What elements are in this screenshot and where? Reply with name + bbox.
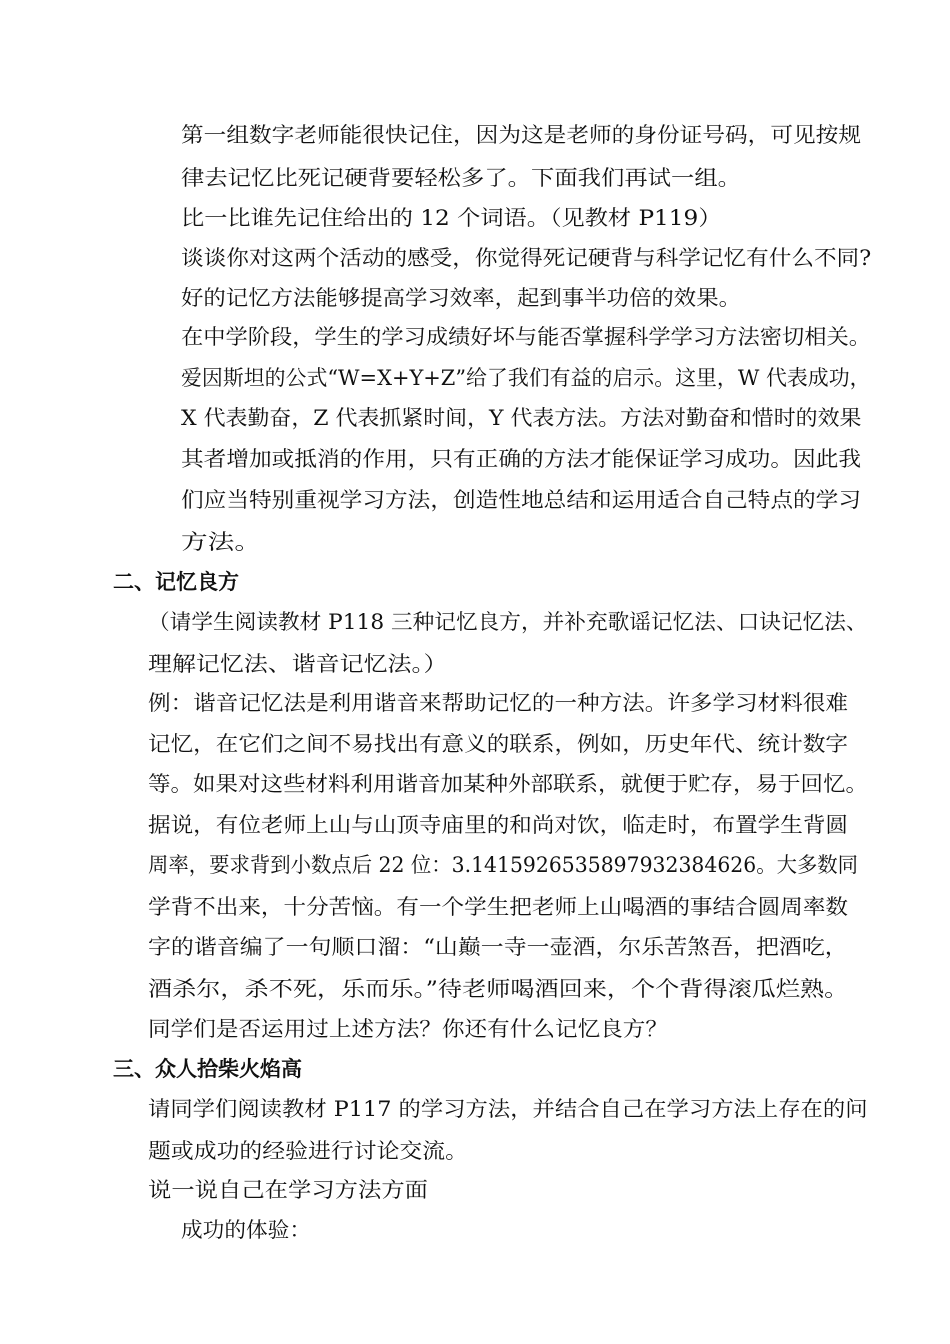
section-heading: 三、众人拾柴火焰高: [113, 1057, 302, 1081]
text-line: 谈谈你对这两个活动的感受，你觉得死记硬背与科学记忆有什么不同?: [181, 246, 872, 270]
text-line: 方法。: [181, 530, 261, 554]
text-line: 律去记忆比死记硬背要轻松多了。下面我们再试一组。: [181, 166, 741, 190]
text-line: 其者增加或抵消的作用，只有正确的方法才能保证学习成功。因此我: [181, 447, 862, 471]
text-line: 记忆，在它们之间不易找出有意义的联系，例如，历史年代、统计数字: [148, 732, 849, 756]
text-line: 周率，要求背到小数点后 22 位：3.1415926535897932384626。大多数同: [148, 853, 859, 877]
text-line: 好的记忆方法能够提高学习效率，起到事半功倍的效果。: [181, 286, 741, 310]
text-line: 例：谐音记忆法是利用谐音来帮助记忆的一种方法。许多学习材料很难: [148, 691, 849, 715]
text-line: 同学们是否运用过上述方法？你还有什么记忆良方？: [148, 1017, 668, 1041]
text-line: 第一组数字老师能很快记住，因为这是老师的身份证号码，可见按规: [181, 123, 862, 147]
text-line: 题或成功的经验进行讨论交流。: [148, 1139, 468, 1163]
text-line: 请同学们阅读教材 P117 的学习方法，并结合自己在学习方法上存在的问: [148, 1097, 868, 1121]
text-line: 等。如果对这些材料利用谐音加某种外部联系，就便于贮存，易于回忆。: [148, 772, 868, 796]
text-line: 理解记忆法、谐音记忆法。）: [148, 652, 448, 676]
text-line: 爱因斯坦的公式“W=X+Y+Z”给了我们有益的启示。这里，W 代表成功，: [181, 366, 871, 390]
text-line: 比一比谁先记住给出的 12 个词语。（见教材 P119）: [181, 206, 722, 230]
text-line: 成功的体验：: [181, 1218, 311, 1242]
text-line: 字的谐音编了一句顺口溜：“山巅一寺一壶酒，尔乐苦煞吾，把酒吃，: [148, 935, 848, 959]
text-line: （请学生阅读教材 P118 三种记忆良方，并补充歌谣记忆法、口诀记忆法、: [148, 610, 868, 634]
text-line: 据说，有位老师上山与山顶寺庙里的和尚对饮，临走时，布置学生背圆: [148, 813, 849, 837]
text-line: 在中学阶段，学生的学习成绩好坏与能否掌握科学学习方法密切相关。: [181, 325, 871, 349]
text-line: 学背不出来，十分苦恼。有一个学生把老师上山喝酒的事结合圆周率数: [148, 895, 849, 919]
text-line: X 代表勤奋，Z 代表抓紧时间，Y 代表方法。方法对勤奋和惜时的效果: [181, 406, 862, 430]
text-line: 们应当特别重视学习方法，创造性地总结和运用适合自己特点的学习: [181, 488, 862, 512]
text-line: 酒杀尔，杀不死，乐而乐。”待老师喝酒回来，个个背得滚瓜烂熟。: [148, 977, 849, 1001]
section-heading: 二、记忆良方: [113, 570, 239, 594]
text-line: 说一说自己在学习方法方面: [148, 1178, 428, 1202]
